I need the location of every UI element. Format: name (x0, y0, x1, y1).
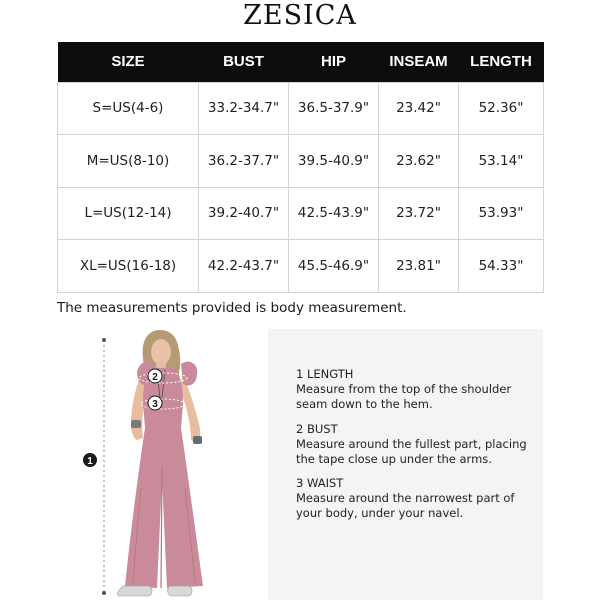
instruction-heading: 1 LENGTH (296, 367, 354, 381)
instruction-body: Measure from the top of the shoulder seam down to the hem. (296, 382, 512, 411)
cell-bust: 42.2-43.7" (199, 240, 289, 293)
cell-size: S=US(4-6) (58, 82, 199, 135)
cell-inseam: 23.42" (379, 82, 459, 135)
instruction-body: Measure around the fullest part, placing the tape close up under the arms. (296, 437, 527, 466)
cell-hip: 36.5-37.9" (289, 82, 379, 135)
table-row (58, 187, 544, 240)
instruction-heading: 3 WAIST (296, 476, 344, 490)
instruction-bust (296, 422, 536, 467)
header-size: SIZE (58, 42, 199, 82)
table-row (58, 82, 544, 135)
cell-inseam: 23.62" (379, 135, 459, 188)
cell-hip: 45.5-46.9" (289, 240, 379, 293)
header-hip: HIP (289, 42, 379, 82)
instruction-heading: 2 BUST (296, 422, 338, 436)
cell-length: 53.14" (459, 135, 544, 188)
instruction-body: Measure around the narrowest part of your body, under your navel. (296, 491, 515, 520)
cell-length: 52.36" (459, 82, 544, 135)
measurement-note: The measurements provided is body measurement. (57, 300, 407, 316)
cell-size: XL=US(16-18) (58, 240, 199, 293)
header-bust: BUST (199, 42, 289, 82)
cell-length: 53.93" (459, 187, 544, 240)
table-header-row (58, 42, 544, 82)
marker-2-label: 2 (152, 372, 158, 383)
right-bracelets (193, 436, 202, 444)
cell-hip: 39.5-40.9" (289, 135, 379, 188)
length-guide-bottom (102, 591, 106, 595)
brand-logo: ZESICA (243, 0, 357, 31)
left-shoe (117, 586, 152, 596)
cell-inseam: 23.81" (379, 240, 459, 293)
cell-bust: 36.2-37.7" (199, 135, 289, 188)
instruction-waist (296, 476, 536, 521)
cell-size: M=US(8-10) (58, 135, 199, 188)
header-inseam: INSEAM (379, 42, 459, 82)
model-figure (57, 328, 267, 600)
right-shoe (168, 586, 192, 596)
model-illustration (57, 328, 267, 600)
cell-bust: 39.2-40.7" (199, 187, 289, 240)
cell-length: 54.33" (459, 240, 544, 293)
table-row (58, 240, 544, 293)
table-row (58, 135, 544, 188)
header-length: LENGTH (459, 42, 544, 82)
instruction-length (296, 367, 536, 412)
cell-bust: 33.2-34.7" (199, 82, 289, 135)
right-ruffle-sleeve (181, 362, 197, 386)
marker-1-label: 1 (87, 456, 93, 467)
face-shape (151, 339, 171, 365)
cell-inseam: 23.72" (379, 187, 459, 240)
cell-size: L=US(12-14) (58, 187, 199, 240)
cell-hip: 42.5-43.9" (289, 187, 379, 240)
jumpsuit-wide-legs (125, 428, 203, 588)
marker-3-label: 3 (152, 399, 158, 410)
left-bracelets (131, 420, 141, 428)
length-guide-top (102, 338, 106, 342)
size-chart-table (57, 42, 544, 293)
measurement-instructions-panel (268, 329, 543, 600)
